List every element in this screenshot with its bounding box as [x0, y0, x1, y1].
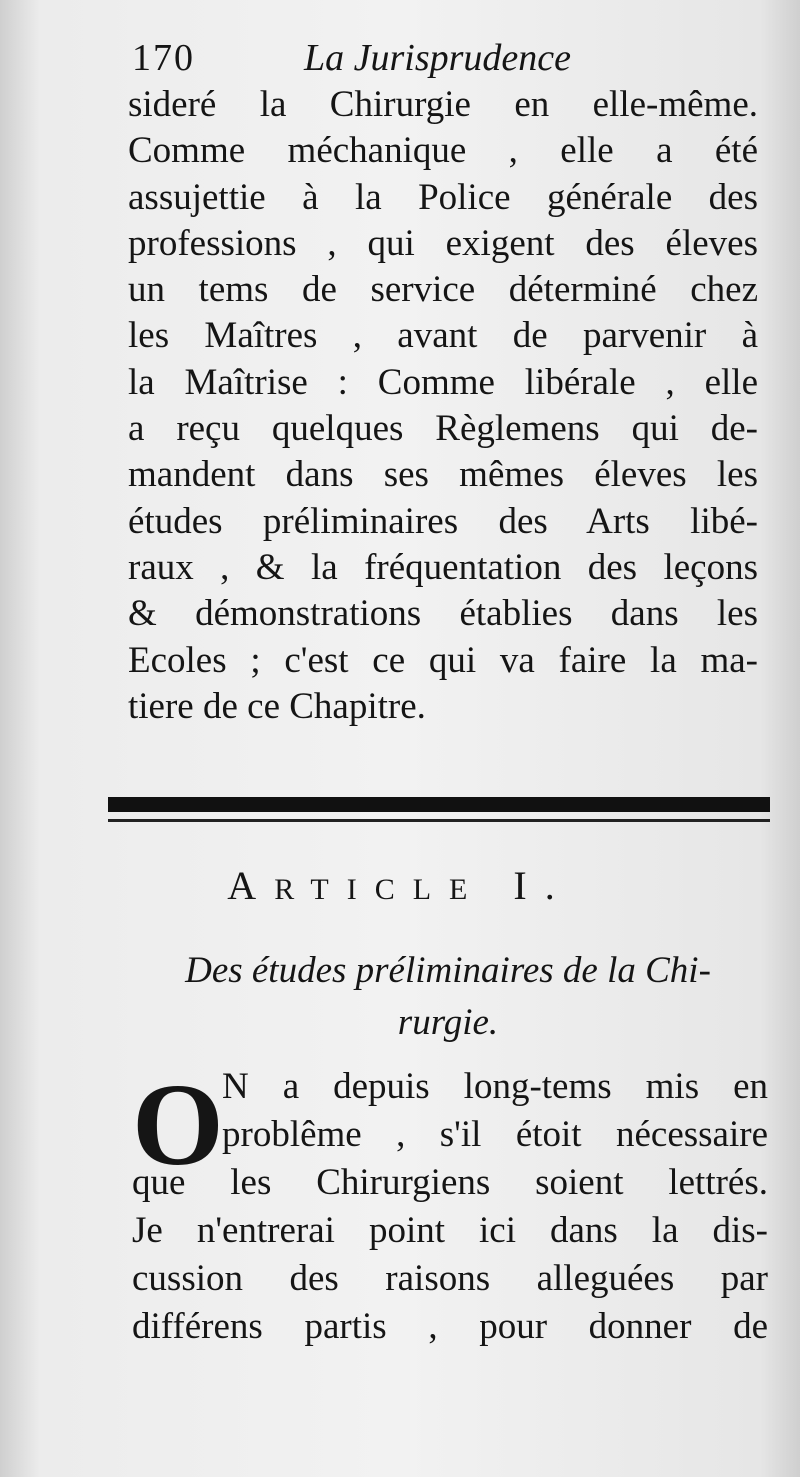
- text-line: professions , qui exigent des éleves: [128, 222, 758, 264]
- text-line: mandent dans ses mêmes éleves les: [128, 454, 758, 496]
- drop-cap: O: [132, 1059, 224, 1190]
- text-line: a reçu quelques Règlemens qui de-: [128, 408, 758, 450]
- section-title: [128, 945, 768, 1049]
- text-line: N a depuis long-tems mis en: [222, 1066, 768, 1107]
- section-divider-thick: [108, 797, 770, 812]
- article-heading-initial: A: [227, 863, 275, 908]
- text-line: la Maîtrise : Comme libérale , elle: [128, 361, 758, 403]
- text-line: différens partis , pour donner de: [132, 1306, 768, 1347]
- article-heading-word: RTICLE: [274, 873, 486, 906]
- text-line: Comme méchanique , elle a été: [128, 130, 758, 172]
- text-line: les Maîtres , avant de parvenir à: [128, 315, 758, 357]
- text-line: cussion des raisons alleguées par: [132, 1258, 768, 1299]
- section-title-line: Des études préliminaires de la Chi-: [185, 950, 711, 991]
- text-line: assujettie à la Police générale des: [128, 176, 758, 218]
- text-line: sideré la Chirurgie en elle-même.: [128, 84, 758, 125]
- running-title: La Jurisprudence: [304, 37, 572, 79]
- page-header: [132, 36, 752, 86]
- text-line: & démonstrations établies dans les: [128, 593, 758, 635]
- section-title-line: rurgie.: [397, 1002, 499, 1043]
- text-line: problême , s'il étoit nécessaire: [222, 1114, 768, 1155]
- body-text: [128, 82, 758, 730]
- text-line: tiere de ce Chapitre.: [128, 685, 426, 727]
- page-number: 170: [132, 37, 195, 79]
- text-line: raux , & la fréquentation des leçons: [128, 546, 758, 588]
- text-line: études préliminaires des Arts libé-: [128, 500, 758, 542]
- text-line: que les Chirurgiens soient lettrés.: [132, 1162, 768, 1203]
- text-line: un tems de service déterminé chez: [128, 269, 758, 311]
- article-heading: [0, 862, 800, 909]
- text-line: Ecoles ; c'est ce qui va faire la ma-: [128, 639, 758, 681]
- text-line: Je n'entrerai point ici dans la dis-: [132, 1210, 768, 1251]
- section-divider-thin: [108, 819, 770, 822]
- article-heading-number: I.: [513, 863, 573, 908]
